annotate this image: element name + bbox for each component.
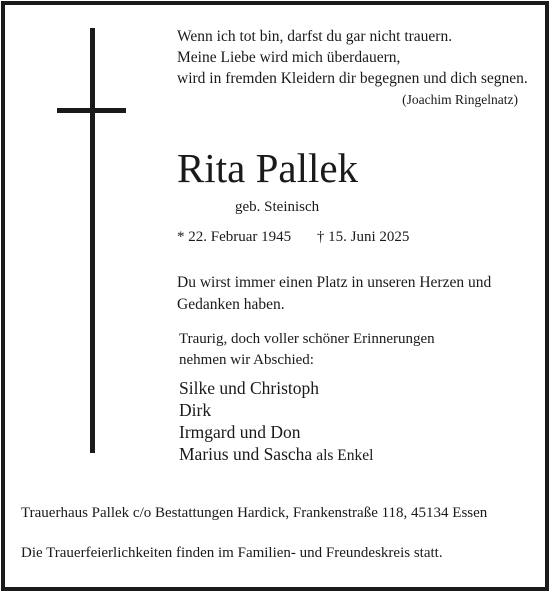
memorial-quote: [177, 272, 491, 316]
deceased-name: Rita Pallek: [177, 145, 359, 191]
mourners-list: [179, 377, 373, 467]
cross-icon-vertical-bar: [90, 28, 95, 453]
death-date: † 15. Juni 2025: [316, 229, 410, 245]
poem-author: (Joachim Ringelnatz): [402, 92, 518, 107]
poem: [177, 26, 528, 89]
mourner-names: Dirk: [179, 400, 212, 420]
quote-line: Gedanken haben.: [177, 296, 285, 313]
funeral-note: Die Trauerfeierlichkeiten finden im Familien- und Freundeskreis statt.: [21, 545, 443, 561]
quote-line: Du wirst immer einen Platz in unseren Herzen und: [177, 274, 492, 291]
birth-name: geb. Steinisch: [235, 199, 320, 215]
poem-line: wird in fremden Kleidern dir begegnen und dich segnen.: [177, 70, 528, 87]
mourner-names: Marius und Sascha: [179, 444, 313, 464]
mourner-names: Irmgard und Don: [179, 422, 301, 442]
poem-line: Wenn ich tot bin, darfst du gar nicht trauern.: [177, 28, 453, 45]
poem-line: Meine Liebe wird mich überdauern,: [177, 49, 401, 66]
birth-date: * 22. Februar 1945: [177, 229, 292, 245]
mourner-entry: [179, 399, 373, 421]
mourner-entry: [179, 421, 373, 443]
mourner-names: Silke und Christoph: [179, 378, 320, 398]
intro-line: nehmen wir Abschied:: [179, 352, 314, 368]
mourner-entry: [179, 377, 373, 399]
cross-icon-horizontal-bar: [57, 108, 126, 113]
mourning-house-address: Trauerhaus Pallek c/o Bestattungen Hardick, Frankenstraße 118, 45134 Essen: [21, 505, 488, 521]
intro-line: Traurig, doch voller schöner Erinnerungen: [179, 331, 435, 347]
mourner-suffix: als Enkel: [316, 447, 374, 464]
mourner-entry: [179, 443, 373, 467]
life-dates: [177, 229, 409, 246]
farewell-intro: [179, 329, 435, 371]
